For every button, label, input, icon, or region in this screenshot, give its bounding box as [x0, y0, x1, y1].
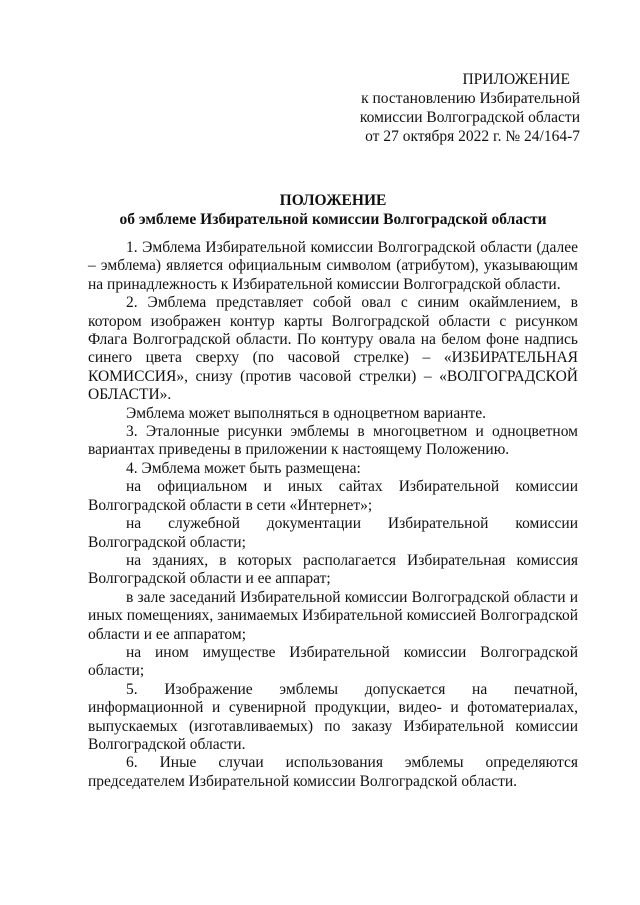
appendix-line-1: к постановлению Избирательной — [361, 90, 580, 107]
paragraph-4-item-3: на зданиях, в которых располагается Избирательная комиссия Волгоградской области и ее аппарат; — [88, 551, 578, 588]
paragraph-4: 4. Эмблема может быть размещена: — [126, 459, 361, 477]
paragraph-4-item-2: на служебной документации Избирательной комиссии Волгоградской области; — [88, 515, 578, 551]
paragraph-6: 6. Иные случаи использования эмблемы определяются председателем Избирательной комиссии Волгоградской области. — [88, 754, 578, 790]
paragraph-4-item-4: в зале заседаний Избирательной комиссии Волгоградской области и иных помещениях, занимаемых Избирательной комиссией Волгоградской области и ее аппаратом; — [88, 588, 578, 643]
appendix-block — [280, 70, 580, 146]
document-subtitle: об эмблеме Избирательной комиссии Волгоградской области — [119, 211, 547, 228]
appendix-heading: ПРИЛОЖЕНИЕ — [462, 71, 570, 88]
appendix-line-3: от 27 октября 2022 г. № 24/164-7 — [365, 128, 580, 145]
paragraph-4-item-5: на ином имуществе Избирательной комиссии Волгоградской области; — [88, 643, 578, 680]
document-title: ПОЛОЖЕНИЕ — [279, 192, 387, 209]
paragraph-2-note: Эмблема может выполняться в одноцветном варианте. — [126, 404, 487, 422]
paragraph-5: 5. Изображение эмблемы допускается на печатной, информационной и сувенирной продукции, видео- и фотоматериалах, выпускаемых (изготавливаемых) по заказу Избирательной комиссии Волгоградской области. — [88, 680, 578, 753]
paragraph-4-item-1: на официальном и иных сайтах Избирательной комиссии Волгоградской области в сети «Интернет»; — [88, 478, 578, 514]
paragraph-1: 1. Эмблема Избирательной комиссии Волгоградской области (далее – эмблема) является официальным символом (атрибутом), указывающим на принадлежность к Избирательной комиссии Волгоградской области. — [88, 239, 578, 293]
document-body — [88, 239, 578, 791]
paragraph-3: 3. Эталонные рисунки эмблемы в многоцветном и одноцветном вариантах приведены в приложении к настоящему Положению. — [88, 423, 578, 459]
appendix-line-2: комиссии Волгоградской области — [359, 109, 580, 126]
document-title-block — [88, 191, 578, 229]
paragraph-2: 2. Эмблема представляет собой овал с синим окаймлением, в котором изображен контур карты Волгоградской области с рисунком Флага Волгоградской области. По контуру овала на белом фоне надпись синего цвета сверху (по часовой стрелке) – «ИЗБИРАТЕЛЬНАЯ КОМИССИЯ», снизу (против часовой стрелки) – «ВОЛГОГРАДСКОЙ ОБЛАСТИ». — [88, 294, 578, 404]
